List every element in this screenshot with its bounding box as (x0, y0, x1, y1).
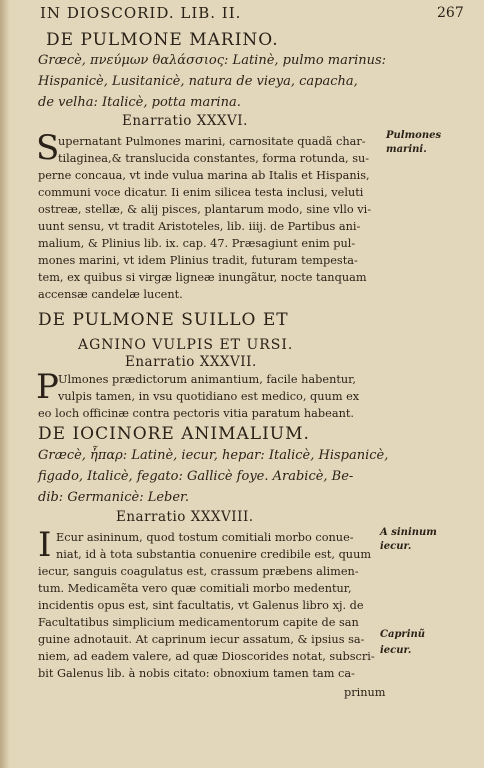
margin-note: iecur. (380, 541, 412, 552)
enarratio-title: Enarratio XXXVIII. (116, 509, 254, 525)
body-line: eo loch officinæ contra pectoris vitia paratum habeant. (38, 407, 354, 420)
body-line: vulpis tamen, in vsu quotidiano est medico, quum ex (58, 390, 360, 403)
synonyms-line: figado, Italicè, fegato: Gallicè foye. Arabicè, Be- (38, 469, 354, 484)
margin-note: iecur. (380, 645, 412, 656)
body-line: niem, ad eadem valere, ad quæ Dioscorides notat, subscri- (38, 650, 375, 663)
body-line: bit Galenus lib. à nobis citato: obnoxium tamen tam ca- (38, 667, 355, 680)
body-line: tem, ex quibus si virgæ ligneæ inungãtur, nocte tanquam (38, 271, 367, 284)
body-line: Ecur asininum, quod tostum comitiali morbo conue- (56, 531, 354, 544)
running-head: IN DIOSCORID. LIB. II. (40, 4, 242, 22)
catchword: prinum (344, 686, 386, 699)
body-line: communi voce dicatur. Ii enim silicea testa inclusi, veluti (38, 186, 364, 199)
synonyms-line: de velha: Italicè, potta marina. (38, 95, 241, 110)
margin-note: marini. (386, 144, 427, 155)
section-heading-continued: AGNINO VULPIS ET URSI. (78, 337, 294, 353)
body-line: niat, id à tota substantia conuenire credibile est, quum (56, 548, 372, 561)
body-line: tum. Medicamẽta vero quæ comitiali morbo medentur, (38, 582, 352, 595)
body-line: accensæ candelæ lucent. (38, 288, 183, 301)
page-number: 267 (437, 5, 464, 21)
body-line: perne concaua, vt inde vulua marina ab Italis et Hispanis, (38, 169, 370, 182)
section-heading: DE PULMONE SUILLO ET (38, 310, 289, 330)
body-line: Ulmones prædictorum animantium, facile habentur, (58, 373, 356, 386)
body-line: malium, & Plinius lib. ix. cap. 47. Præsagiunt enim pul- (38, 237, 356, 250)
body-line: incidentis opus est, sint facultatis, vt Galenus libro xj. de (38, 599, 364, 612)
synonyms-line: Græcè, ἧπαρ: Latinè, iecur, hepar: Italicè, Hispanicè, (38, 448, 389, 463)
margin-note: A sininum (380, 527, 437, 538)
body-line: Facultatibus simplicium medicamentorum capite de san (38, 616, 359, 629)
section-heading: DE IOCINORE ANIMALIUM. (38, 424, 310, 444)
margin-note: Caprinũ (380, 629, 426, 640)
synonyms-line: dib: Germanicè: Leber. (38, 490, 189, 505)
enarratio-title: Enarratio XXXVII. (125, 354, 257, 370)
enarratio-title: Enarratio XXXVI. (122, 113, 248, 129)
body-line: mones marini, vt idem Plinius tradit, futuram tempesta- (38, 254, 358, 267)
body-line: upernatant Pulmones marini, carnositate quadã char- (58, 135, 366, 148)
body-line: ostreæ, stellæ, & alij pisces, plantarum modo, sine vllo vi- (38, 203, 372, 216)
body-line: guine adnotauit. At caprinum iecur assatum, & ipsius sa- (38, 633, 365, 646)
synonyms-line: Hispanicè, Lusitanicè, natura de vieya, capacha, (38, 74, 358, 89)
body-line: iecur, sanguis coagulatus est, crassum præbens alimen- (38, 565, 359, 578)
drop-cap: P (36, 367, 59, 407)
body-line: tilaginea,& translucida constantes, forma rotunda, su- (58, 152, 370, 165)
synonyms-line: Græcè, πνεύμων θαλάσσιος: Latinè, pulmo marinus: (38, 53, 387, 68)
drop-cap: S (36, 128, 60, 168)
section-heading: DE PULMONE MARINO. (46, 30, 279, 50)
drop-cap: I (38, 525, 52, 565)
margin-note: Pulmones (386, 130, 442, 141)
body-line: uunt sensu, vt tradit Aristoteles, lib. iiij. de Partibus ani- (38, 220, 361, 233)
